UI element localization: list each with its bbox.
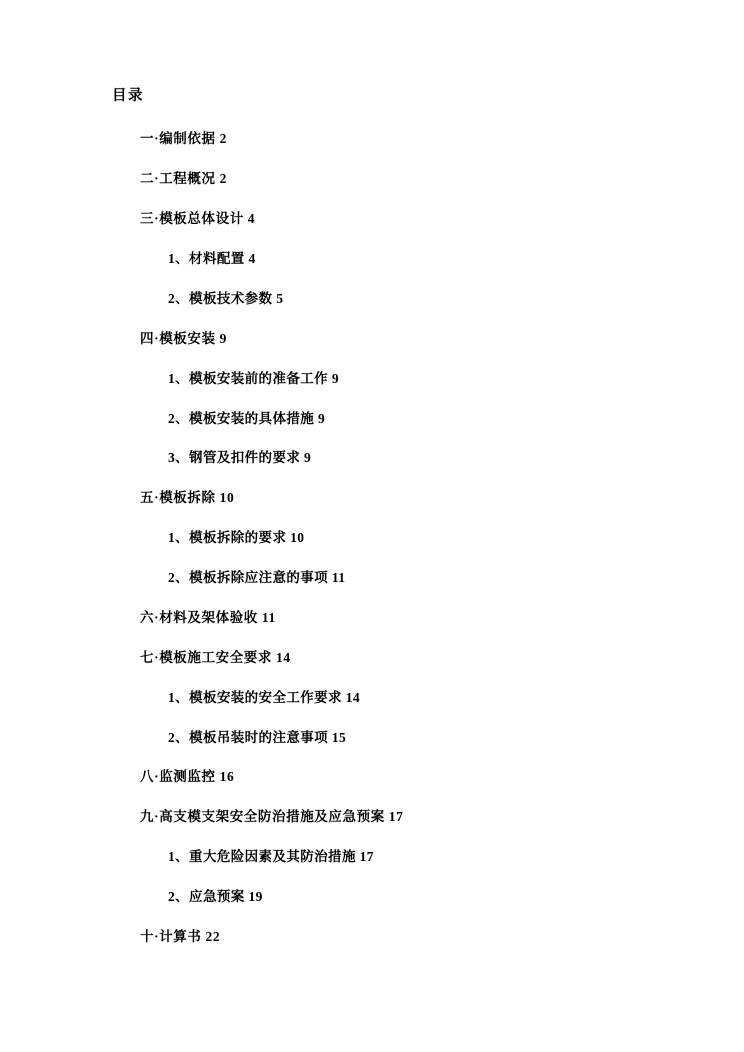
toc-entry[interactable] [112,371,648,388]
toc-entry[interactable] [112,530,648,547]
toc-entry-label: 七·模板施工安全要求 [140,649,273,665]
toc-entry-label: 2、应急预案 [168,889,245,905]
toc-entry-label: 1、重大危险因素及其防治措施 [168,849,356,865]
toc-entry[interactable] [112,171,648,188]
toc-entry-page-number: 2 [219,131,227,147]
toc-entry[interactable] [112,490,648,507]
toc-entry-page-number: 14 [276,649,291,665]
toc-entry-page-number: 22 [205,928,221,944]
toc-entry[interactable] [112,411,648,428]
toc-entry-label: 十·计算书 [140,928,202,944]
toc-heading: 目录 [112,88,144,104]
toc-entry-page-number: 2 [219,171,227,187]
toc-entry-page-number: 9 [331,370,339,386]
toc-entry[interactable] [112,929,648,946]
toc-entry-label: 五·模板拆除 [140,490,216,506]
toc-entry[interactable] [112,291,648,308]
toc-entry-page-number: 19 [248,889,263,905]
toc-entry-label: 四·模板安装 [140,330,216,346]
toc-entry-page-number: 9 [304,450,312,466]
toc-entry-label: 九·高支模支架安全防治措施及应急预案 [140,809,385,825]
toc-entry-page-number: 10 [290,530,305,546]
toc-entry-label: 2、模板吊装时的注意事项 [168,729,329,745]
toc-entry-label: 六·材料及架体验收 [140,609,258,625]
toc-entry-page-number: 17 [388,809,404,825]
toc-entry-label: 3、钢管及扣件的要求 [168,450,301,466]
toc-entry[interactable] [112,570,648,587]
toc-entry-label: 三·模板总体设计 [140,211,244,227]
toc-entry-label: 2、模板安装的具体措施 [168,410,315,426]
toc-entry-label: 2、模板拆除应注意的事项 [168,570,329,586]
toc-entry[interactable] [112,809,648,826]
toc-entry-page-number: 11 [261,609,276,625]
toc-entry-list [112,131,648,945]
toc-entry[interactable] [112,450,648,467]
toc-entry[interactable] [112,251,648,268]
toc-entry-label: 1、模板安装前的准备工作 [168,370,329,386]
toc-entry-page-number: 9 [219,330,227,346]
toc-entry[interactable] [112,769,648,786]
toc-entry[interactable] [112,331,648,348]
toc-entry-page-number: 4 [247,211,256,227]
toc-entry[interactable] [112,849,648,866]
toc-entry-label: 1、模板拆除的要求 [168,530,287,546]
toc-entry[interactable] [112,730,648,747]
toc-entry-label: 八·监测监控 [140,769,216,785]
toc-entry-label: 二·工程概况 [140,171,216,187]
toc-entry-page-number: 5 [276,290,284,306]
toc-entry-page-number: 4 [248,251,256,267]
toc-entry[interactable] [112,650,648,667]
toc-entry[interactable] [112,690,648,707]
toc-entry-page-number: 11 [331,570,346,586]
toc-entry-label: 一·编制依据 [140,131,216,147]
toc-entry-page-number: 16 [219,769,235,785]
toc-entry-label: 1、模板安装的安全工作要求 [168,689,342,705]
toc-entry[interactable] [112,211,648,228]
toc-entry-page-number: 15 [331,729,347,745]
toc-entry-page-number: 14 [345,689,361,705]
toc-entry-page-number: 9 [317,410,326,426]
toc-entry-label: 1、材料配置 [168,251,245,267]
toc-entry-page-number: 10 [219,490,235,506]
toc-entry[interactable] [112,610,648,627]
toc-entry-label: 2、模板技术参数 [168,290,273,306]
toc-entry[interactable] [112,889,648,906]
toc-entry[interactable] [112,131,648,148]
toc-entry-page-number: 17 [359,849,374,865]
